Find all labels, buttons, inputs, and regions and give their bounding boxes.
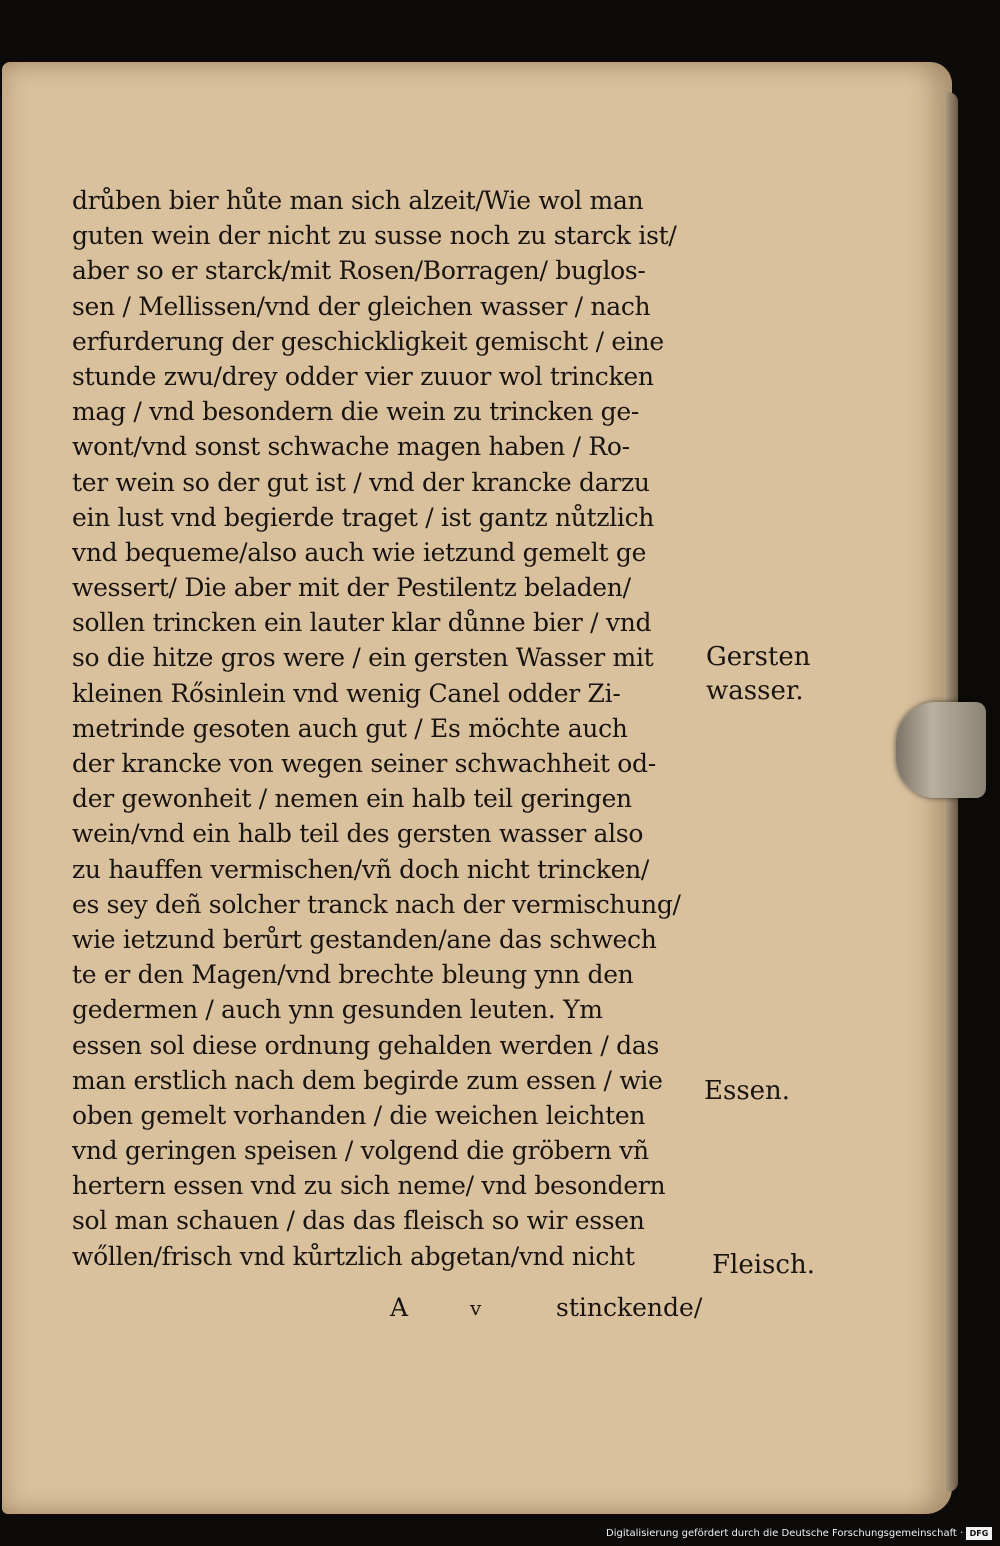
margin-note-line: wasser. xyxy=(706,676,804,706)
book-clasp xyxy=(896,702,986,798)
dfg-logo-icon: DFG xyxy=(966,1527,992,1540)
text-line-16: metrinde gesoten auch gut / Es möchte auch xyxy=(72,713,628,743)
text-line-5: erfurderung der geschickligkeit gemischt / eine xyxy=(72,326,664,356)
text-line-27: oben gemelt vorhanden / die weichen leichten xyxy=(72,1100,646,1130)
text-line-11: vnd bequeme/also auch wie ietzund gemelt ge xyxy=(72,537,647,567)
text-line-20: zu hauffen vermischen/vñ doch nicht trincken/ xyxy=(72,854,650,884)
text-line-17: der krancke von wegen seiner schwachheit od- xyxy=(72,749,656,778)
margin-note-line: Gersten xyxy=(706,642,811,672)
margin-note-essen: Essen. xyxy=(704,1076,791,1106)
text-line-25: essen sol diese ordnung gehalden werden / das xyxy=(72,1030,659,1060)
text-line-28: vnd geringen speisen / volgend die gröbern vñ xyxy=(72,1136,649,1166)
body-text xyxy=(72,183,712,1274)
funding-footer: Digitalisierung gefördert durch die Deutsche Forschungsgemeinschaft · xyxy=(606,1528,964,1539)
text-line-1: drůben bier hůte man sich alzeit/Wie wol man xyxy=(72,186,644,215)
text-line-9: ter wein so der gut ist / vnd der krancke darzu xyxy=(72,467,650,497)
text-line-3: aber so er starck/mit Rosen/Borragen/ buglos- xyxy=(72,256,646,286)
text-line-8: wont/vnd sonst schwache magen haben / Ro- xyxy=(72,432,630,462)
text-line-23: te er den Magen/vnd brechte bleung ynn den xyxy=(72,960,634,990)
text-line-24: gedermen / auch ynn gesunden leuten. Ym xyxy=(72,995,603,1025)
text-line-6: stunde zwu/drey odder vier zuuor wol trincken xyxy=(72,361,654,391)
margin-note-gersten-wasser xyxy=(706,640,811,708)
text-line-29: hertern essen vnd zu sich neme/ vnd besondern xyxy=(72,1171,666,1201)
margin-note-fleisch: Fleisch. xyxy=(712,1250,815,1280)
catchword: stinckende/ xyxy=(556,1293,703,1322)
text-line-19: wein/vnd ein halb teil des gersten wasser also xyxy=(72,819,644,849)
text-line-14: so die hitze gros were / ein gersten Wasser mit xyxy=(72,643,654,673)
text-line-30: sol man schauen / das das fleisch so wir essen xyxy=(72,1206,645,1236)
text-line-10: ein lust vnd begierde traget / ist gantz nůtzlich xyxy=(72,502,655,532)
text-line-4: sen / Mellissen/vnd der gleichen wasser / nach xyxy=(72,291,651,321)
text-line-26: man erstlich nach dem begirde zum essen / wie xyxy=(72,1065,663,1095)
text-line-15: kleinen Rősinlein vnd wenig Canel odder Zi- xyxy=(72,678,621,708)
text-line-31: wőllen/frisch vnd kůrtzlich abgetan/vnd nicht xyxy=(72,1241,635,1271)
text-line-22: wie ietzund berůrt gestanden/ane das schwech xyxy=(72,924,657,954)
text-line-7: mag / vnd besondern die wein zu trincken ge- xyxy=(72,397,640,427)
text-line-12: wessert/ Die aber mit der Pestilentz beladen/ xyxy=(72,573,631,603)
signature-number: v xyxy=(470,1296,482,1320)
text-line-18: der gewonheit / nemen ein halb teil geringen xyxy=(72,784,632,814)
text-line-13: sollen trincken ein lauter klar důnne bier / vnd xyxy=(72,608,652,638)
text-line-2: guten wein der nicht zu susse noch zu starck ist/ xyxy=(72,221,677,251)
signature-mark: A xyxy=(390,1293,409,1322)
text-line-21: es sey deñ solcher tranck nach der vermischung/ xyxy=(72,889,681,919)
